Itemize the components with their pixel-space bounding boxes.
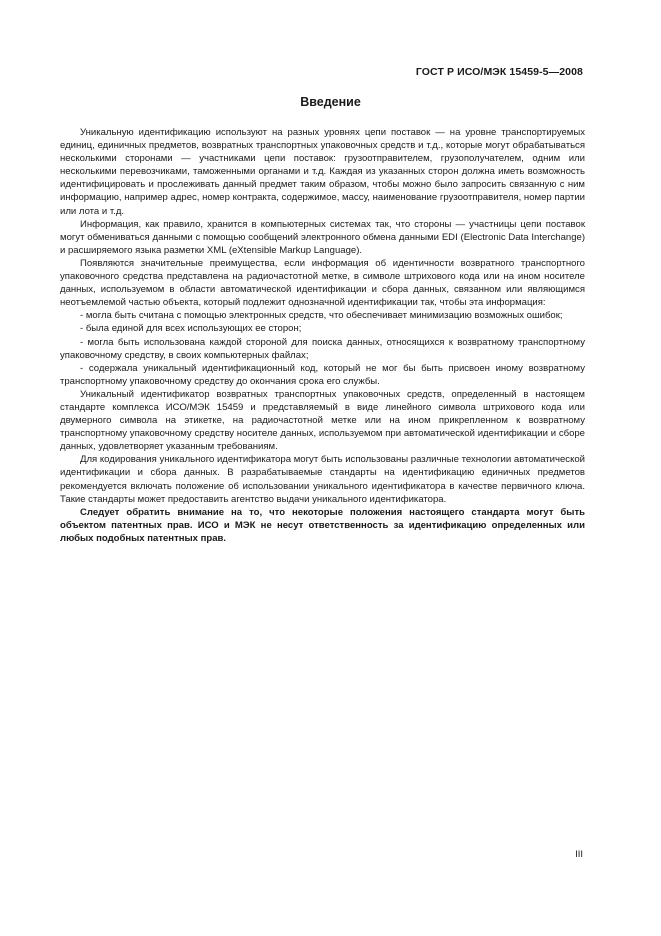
- document-header: ГОСТ Р ИСО/МЭК 15459-5—2008: [415, 66, 583, 78]
- paragraph-2: Информация, как правило, хранится в компьютерных системах так, что стороны — участницы цепи поставок могут обмениваться данными с помощью сообщений электронного обмена данными EDI (Electronic Data Interchange) и расширяемого языка разметки XML (eXtensible Markup Language).: [60, 218, 585, 256]
- list-item: - содержала уникальный идентификационный код, который не мог бы быть присвоен иному возвратному транспортному упаковочному средству до окончания срока его службы.: [60, 362, 585, 388]
- list-item: - могла быть использована каждой стороной для поиска данных, относящихся к возвратному транспортному упаковочному средству, в своих компьютерных файлах;: [60, 336, 585, 362]
- patent-notice-paragraph: Следует обратить внимание на то, что некоторые положения настоящего стандарта могут быть объектом патентных прав. ИСО и МЭК не несут ответственность за идентификацию определенных или любых подобных патентных прав.: [60, 506, 585, 544]
- body-text: [60, 126, 585, 545]
- section-title: Введение: [300, 95, 361, 109]
- page-number: III: [575, 849, 583, 860]
- list-item: - была единой для всех использующих ее сторон;: [60, 322, 585, 335]
- list-item: - могла быть считана с помощью электронных средств, что обеспечивает минимизацию возможных ошибок;: [60, 309, 585, 322]
- paragraph-1: Уникальную идентификацию используют на разных уровнях цепи поставок — на уровне транспортируемых единиц, единичных предметов, возвратных транспортных упаковочных средств и т.д., которые могут обрабатываться несколькими сторонами — участниками цепи поставок: грузоотправителем, грузополучателем, одним или несколькими перевозчиками, таможенными органами и т.д. Каждая из указанных сторон должна иметь возможность идентифицировать и прослеживать данный предмет таким образом, чтобы можно было запросить связанную с ним информацию, например адрес, номер контракта, содержимое, массу, наименование грузоотправителя, номер партии или лота и т.д.: [60, 127, 585, 217]
- requirements-list: [60, 309, 585, 388]
- paragraph-4: Уникальный идентификатор возвратных транспортных упаковочных средств, определенный в настоящем стандарте комплекса ИСО/МЭК 15459 и представляемый в виде линейного символа штрихового кода или двумерного символа на этикетке, на радиочастотной метке или на ином прикрепленном к возвратному транспортному упаковочному средству носителе данных, используемом при автоматической идентификации и сборе данных, удовлетворяет указанным требованиям.: [60, 388, 585, 453]
- paragraph-3: Появляются значительные преимущества, если информация об идентичности возвратного транспортного упаковочного средства представлена на радиочастотной метке, в символе штрихового кода или на ином носителе данных, используемом в области автоматической идентификации и сбора данных, связанном или являющимся неотъемлемой частью объекта, который подлежит однозначной идентификации так, чтобы эта информация:: [60, 257, 585, 309]
- paragraph-5: Для кодирования уникального идентификатора могут быть использованы различные технологии автоматической идентификации и сбора данных. В разрабатываемые стандарты на идентификацию единичных предметов рекомендуется включать положение об использовании уникального идентификатора в качестве первичного ключа. Такие стандарты может предоставить агентство выдачи уникального идентификатора.: [60, 454, 585, 505]
